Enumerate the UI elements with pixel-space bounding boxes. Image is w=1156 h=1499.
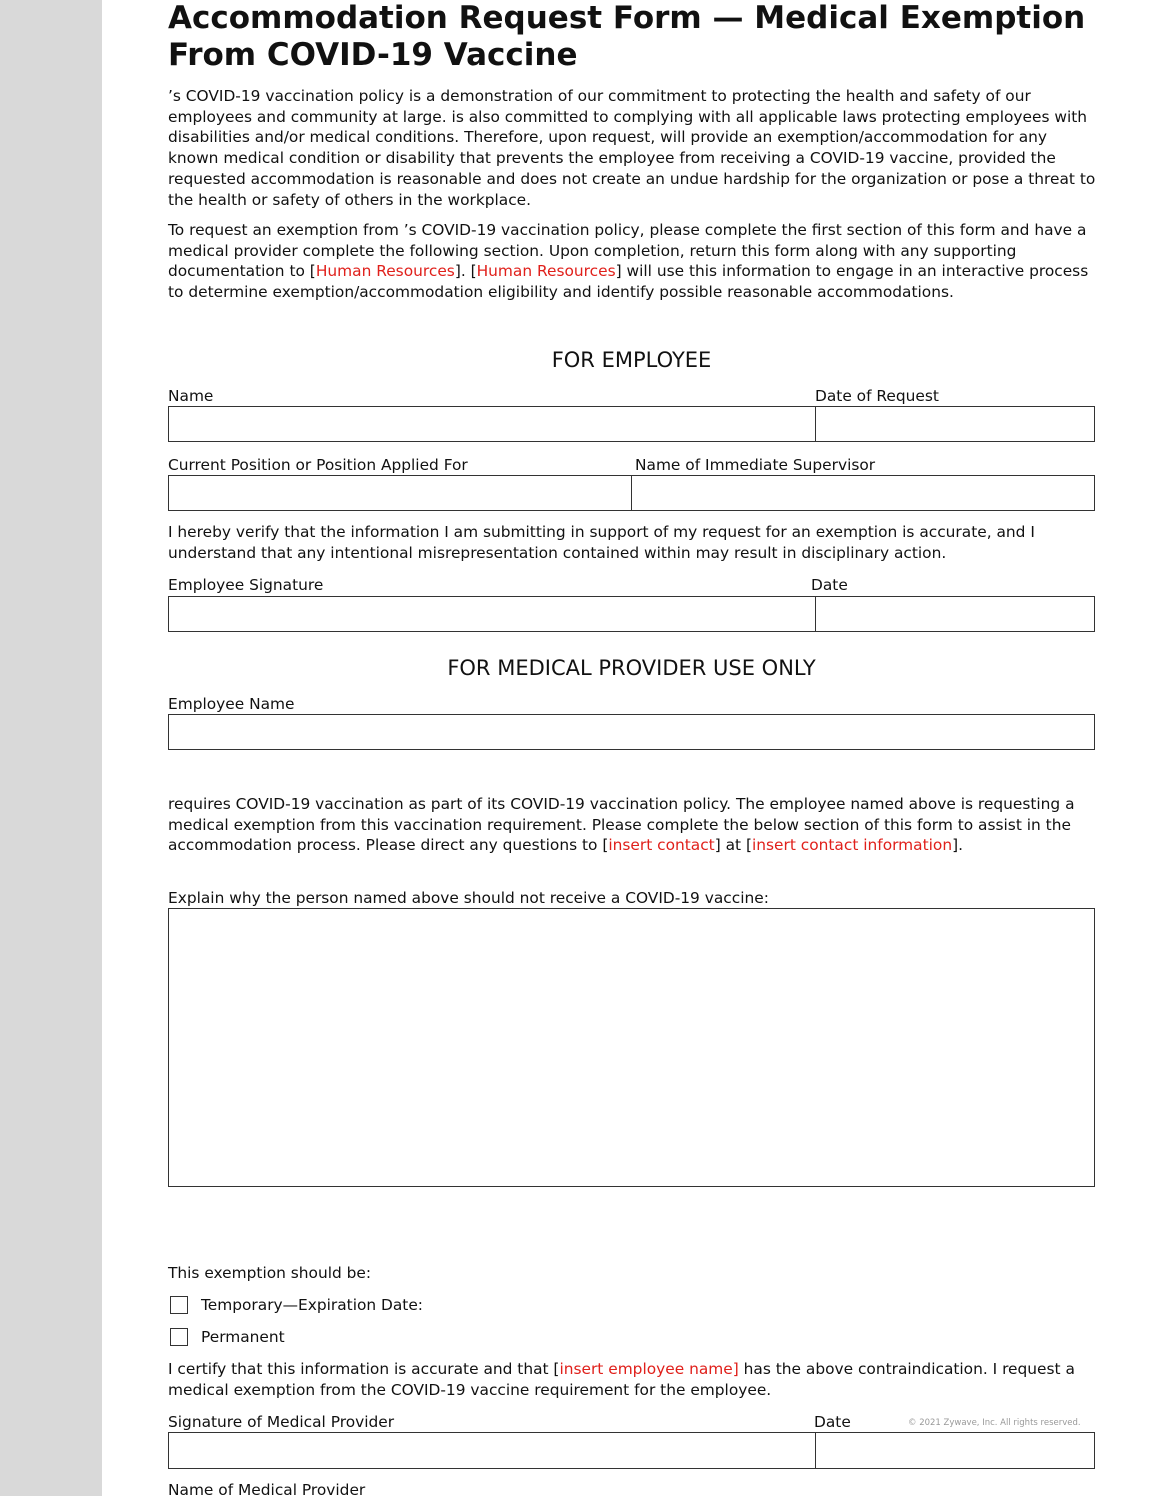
date-label: Date [811,576,848,594]
certification-statement [168,1359,1100,1400]
position-label: Current Position or Position Applied For [168,456,468,474]
text: ] at [ [714,836,752,855]
text: I certify that this information is accurate and that [ [168,1360,560,1378]
intro-paragraph-1: ’s COVID-19 vaccination policy is a demonstration of our commitment to protecting the health and safety of our employees and community at large. is also committed to complying with all applicable laws protecting employees with disabilities and/or medical conditions. Therefore, upon request, will provide an exemption/accommodation for any known medical condition or disability that prevents the employee from receiving a COVID-19 vaccine, provided the requested accommodation is reasonable and does not create an undue hardship for the organization or pose a threat to the health or safety of others in the workplace. [168,87,1096,209]
text: ] will use this information to engage in an interactive process to determine exemption/accommodation eligibility and identify possible reasonable accommodations. [168,262,1089,302]
employee-signature-label: Employee Signature [168,576,324,594]
text: ]. [ [454,262,477,281]
text: requires COVID-19 vaccination as part of its COVID-19 vaccination policy. The employee named above is requesting a medical exemption from this vaccination requirement. Please complete the below section of this form to assist in the accommodation process. Please direct any questions to [ [168,795,1075,855]
permanent-checkbox[interactable] [170,1328,188,1346]
date-of-request-label: Date of Request [815,387,939,405]
name-label: Name [168,387,214,405]
verification-statement: I hereby verify that the information I am submitting in support of my request for an exemption is accurate, and I understand that any intentional misrepresentation contained within may result in disciplinary action. [168,523,1035,562]
provider-paragraph [168,794,1100,856]
employee-name-field[interactable] [168,714,1095,750]
employee-name-label: Employee Name [168,695,295,713]
date-of-request-field[interactable] [816,407,1094,441]
name-date-row [168,406,1095,442]
copyright-notice: © 2021 Zywave, Inc. All rights reserved. [908,1418,1081,1428]
text: has the above contraindication. I request a medical exemption from the COVID-19 vaccine requirement for the employee. [168,1360,1075,1399]
employee-date-field[interactable] [816,597,1094,631]
exemption-type-label: This exemption should be: [168,1264,372,1282]
text: ]. [952,836,963,855]
position-field[interactable] [169,476,631,510]
supervisor-field[interactable] [632,476,1094,510]
temporary-checkbox[interactable] [170,1296,188,1314]
provider-signature-date-row [168,1432,1095,1469]
provider-section-heading: FOR MEDICAL PROVIDER USE ONLY [447,656,816,680]
permanent-label: Permanent [201,1328,285,1346]
provider-name-label: Name of Medical Provider [168,1481,366,1499]
form-title: Accommodation Request Form — Medical Exemption From COVID-19 Vaccine [168,0,1086,73]
signature-date-row [168,596,1095,632]
text: To request an exemption from ’s COVID-19 vaccination policy, please complete the first section of this form and have a medical provider complete the following section. Upon completion, return this form along with any supporting documentation to [ [168,221,1087,281]
name-field[interactable] [169,407,815,441]
supervisor-label: Name of Immediate Supervisor [635,456,876,474]
left-margin [0,0,102,1496]
temporary-label: Temporary—Expiration Date: [201,1296,423,1314]
explanation-textarea[interactable] [168,908,1095,1187]
provider-date-label: Date [814,1413,851,1431]
employee-section-heading: FOR EMPLOYEE [551,348,712,372]
provider-date-field[interactable] [816,1433,1094,1468]
employee-signature-field[interactable] [169,597,815,631]
placeholder-hr: Human Resources [476,262,616,281]
placeholder-contact-info: insert contact information [751,836,953,855]
placeholder-hr: Human Resources [315,262,455,281]
explain-label: Explain why the person named above should not receive a COVID-19 vaccine: [168,889,769,907]
placeholder-employee-name: insert employee name] [559,1360,739,1378]
provider-signature-label: Signature of Medical Provider [168,1413,395,1431]
provider-signature-field[interactable] [169,1433,815,1468]
placeholder-contact: insert contact [608,836,715,855]
position-supervisor-row [168,475,1095,511]
intro-paragraph-2 [168,220,1100,303]
